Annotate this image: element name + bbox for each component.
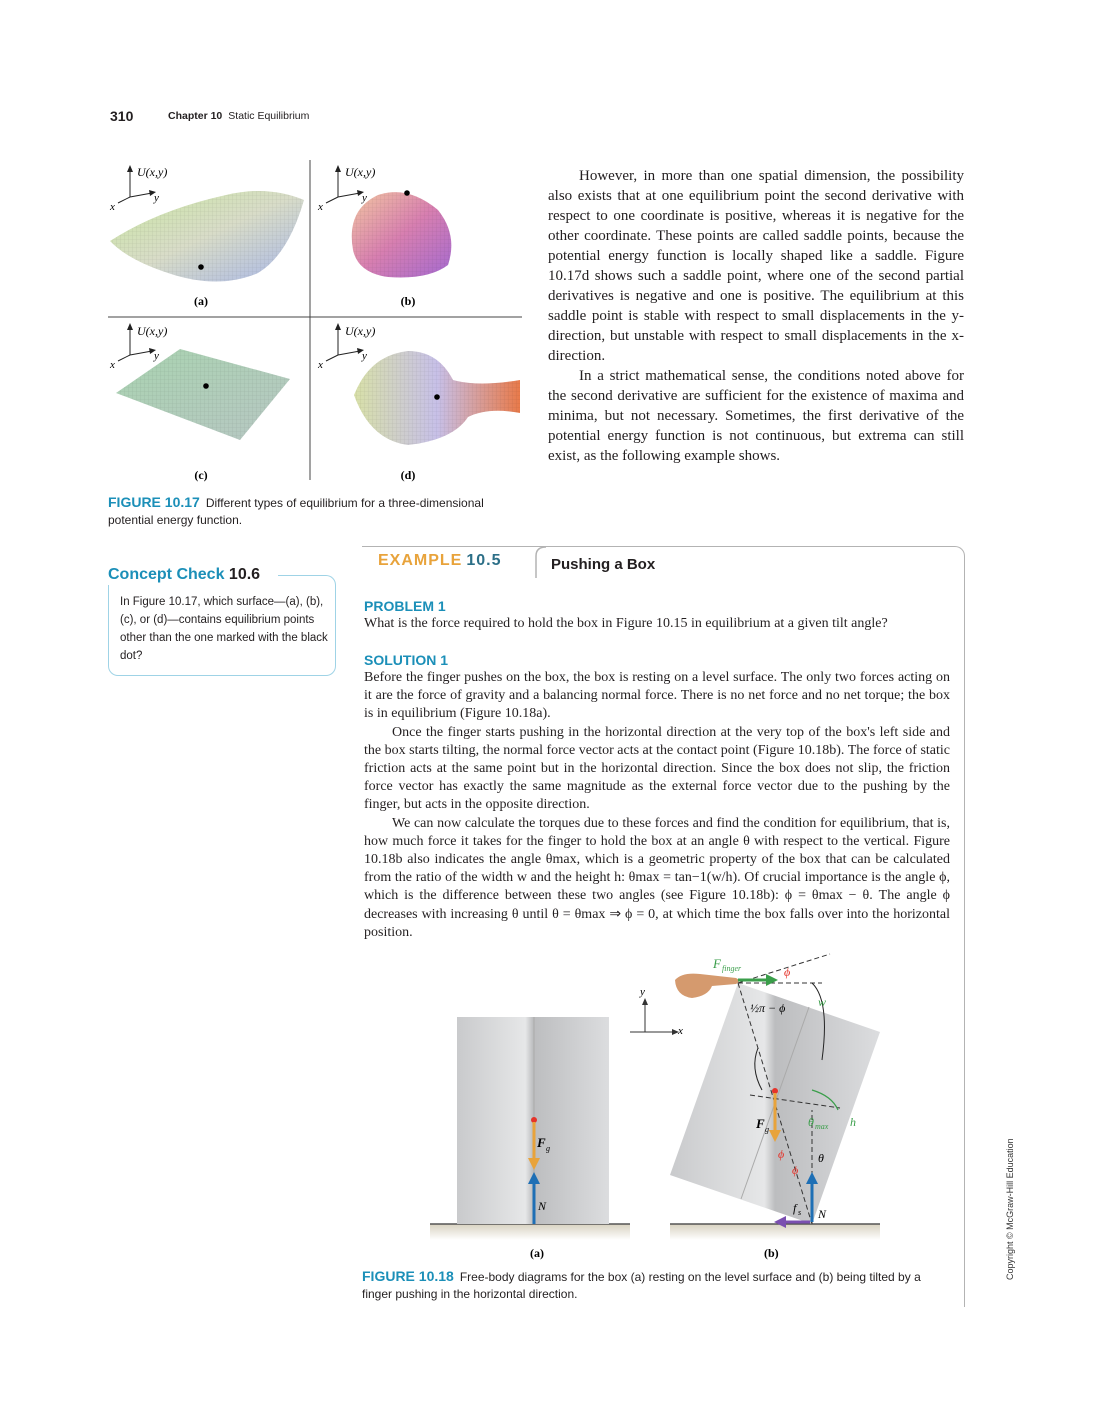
floor — [670, 1224, 880, 1240]
svg-text:x: x — [678, 1025, 683, 1037]
half-pi-minus-phi-label: ½π − ϕ — [750, 1001, 786, 1015]
fs-label: f — [793, 1201, 797, 1215]
axis-label-x: x — [110, 359, 115, 371]
concept-check-label: Concept Check — [108, 566, 225, 583]
finger-force-arrow — [766, 974, 778, 986]
n-label: N — [818, 1207, 827, 1221]
paragraph: We can now calculate the torques due to these forces and find the condition for equilibrium, that is, how much force it takes for the finger to hold the box at an angle θ with respect to the vertical. Figure 10.18b also indicates the angle θmax, which is a geometric property of the box that can be calculated from the ratio of the width w and the height h: θmax = tan−1(w/h). Of crucial importance is the angle ϕ, which is the difference between these two angles (see Figure 10.18b): ϕ = θmax − θ. The angle ϕ decreases with increasing θ until θ = θmax ⇒ ϕ = 0, at which time the box falls over into the horizontal position. — [364, 815, 950, 940]
equilibrium-dot — [404, 190, 410, 196]
example-title: Pushing a Box — [551, 556, 656, 573]
panel-label-b: (b) — [400, 294, 416, 308]
paragraph: However, in more than one spatial dimension, the possibility also exists that at one equilibrium point the second derivative with respect to one coordinate is positive, whereas it is negative for the other coordinate. These points are called saddle points, because the potential energy function is locally shaped like a saddle. Figure 10.17d shows such a saddle point, where one of the second partial derivatives is negative and one is positive. The equilibrium at this saddle point is stable with respect to small displacements in the y-direction, but unstable with respect to small displacements in the x-direction. — [548, 168, 964, 364]
finger-icon — [675, 974, 739, 998]
theta-label: θ — [818, 1151, 824, 1165]
axis-label-y: y — [362, 192, 367, 204]
phi-label: ϕ — [784, 965, 791, 979]
theta-max-label: θ — [808, 1115, 814, 1129]
figure-label: FIGURE 10.17 — [108, 494, 200, 510]
panel-b — [670, 954, 880, 1260]
svg-text:g: g — [546, 1144, 550, 1153]
example-number: 10.5 — [466, 552, 502, 569]
problem-text: What is the force required to hold the box in Figure 10.15 in equilibrium at a given tilt angle? — [364, 616, 888, 631]
svg-text:y: y — [640, 986, 645, 998]
n-label: N — [538, 1199, 547, 1213]
panel-b — [317, 165, 451, 308]
chapter-label — [168, 110, 309, 122]
figure-10-18 — [420, 950, 890, 1265]
axis-label-u: U(x,y) — [345, 165, 376, 179]
example-word: EXAMPLE — [378, 552, 463, 569]
solution-text — [364, 669, 950, 942]
solution-heading: SOLUTION 1 — [364, 652, 449, 668]
fg-label: F — [537, 1135, 546, 1150]
panel-label-a: (a) — [530, 1246, 544, 1260]
panel-label-d: (d) — [400, 468, 416, 482]
paragraph: Before the finger pushes on the box, the box is resting on a level surface. The only two forces acting on it are the force of gravity and a balancing normal force. There is no net force and no net torque; the box is in equilibrium (Figure 10.18a). — [364, 670, 950, 722]
phi-label-bottom: ϕ — [792, 1163, 799, 1177]
body-text-right-column — [548, 166, 964, 466]
chapter-title: Static Equilibrium — [228, 110, 310, 122]
chapter-number: Chapter 10 — [168, 110, 223, 122]
axis-label-x: x — [110, 201, 115, 213]
svg-text:max: max — [815, 1122, 829, 1131]
equilibrium-dot — [198, 264, 204, 270]
panel-label-c: (c) — [194, 468, 208, 482]
svg-text:g: g — [765, 1125, 769, 1134]
equilibrium-dot — [203, 383, 209, 389]
figure-10-17 — [108, 155, 524, 485]
figure-label: FIGURE 10.18 — [362, 1268, 454, 1284]
axis-label-y: y — [154, 350, 159, 362]
panel-a — [430, 1017, 630, 1260]
axis-label-y: y — [362, 350, 367, 362]
floor — [430, 1224, 630, 1240]
coordinate-axes — [630, 986, 683, 1037]
fg-label: F — [756, 1116, 765, 1131]
example-tab-divider — [532, 546, 546, 578]
concept-check-text: In Figure 10.17, which surface—(a), (b), (c), or (d)—contains equilibrium points other than the one marked with the black dot? — [120, 596, 328, 662]
example-label — [378, 552, 501, 570]
concept-check-number: 10.6 — [228, 566, 261, 583]
figure-10-18-caption — [362, 1268, 952, 1303]
panel-c — [109, 323, 290, 482]
panel-a — [109, 165, 304, 308]
axis-label-u: U(x,y) — [137, 324, 168, 338]
page-number: 310 — [110, 108, 134, 124]
svg-text:s: s — [798, 1208, 802, 1217]
axis-label-u: U(x,y) — [345, 324, 376, 338]
axis-label-y: y — [154, 192, 159, 204]
figure-10-17-caption — [108, 494, 508, 529]
panel-label-b: (b) — [764, 1246, 779, 1260]
w-label: w — [818, 995, 827, 1009]
axis-label-x: x — [318, 359, 323, 371]
svg-text:finger: finger — [722, 964, 742, 973]
paragraph: Once the finger starts pushing in the horizontal direction at the very top of the box's left side and the box starts tilting, the normal force vector acts at the contact point (Figure 10.18b). The force of static friction acts at the same point but in the horizontal direction. Since the box does not slip, the friction force vector has exactly the same magnitude as the external force vector due to the pushing by the finger, but acts in the opposite direction. — [364, 724, 950, 813]
copyright-notice: Copyright © McGraw-Hill Education — [1005, 1138, 1015, 1280]
concept-check-title — [108, 566, 260, 584]
paragraph: In a strict mathematical sense, the conditions noted above for the second derivative are sufficient for the existence of maxima and minima, but not necessary. Sometimes, the first derivative of the potential energy function is not continuous, but extrema can still exist, as the following example shows. — [548, 368, 964, 464]
axis-label-u: U(x,y) — [137, 165, 168, 179]
axis-label-x: x — [318, 201, 323, 213]
h-label: h — [850, 1115, 856, 1129]
caption-text: Different types of equilibrium for a three-dimensional potential energy function. — [108, 496, 484, 527]
f-finger-label: F — [713, 956, 721, 971]
phi-label-lower: ϕ — [778, 1147, 785, 1161]
panel-label-a: (a) — [194, 294, 208, 308]
problem-heading: PROBLEM 1 — [364, 598, 446, 614]
equilibrium-dot — [434, 394, 440, 400]
panel-d — [317, 323, 520, 482]
caption-text: Free-body diagrams for the box (a) resting on the level surface and (b) being tilted by a finger pushing in the horizontal direction. — [362, 1270, 921, 1301]
